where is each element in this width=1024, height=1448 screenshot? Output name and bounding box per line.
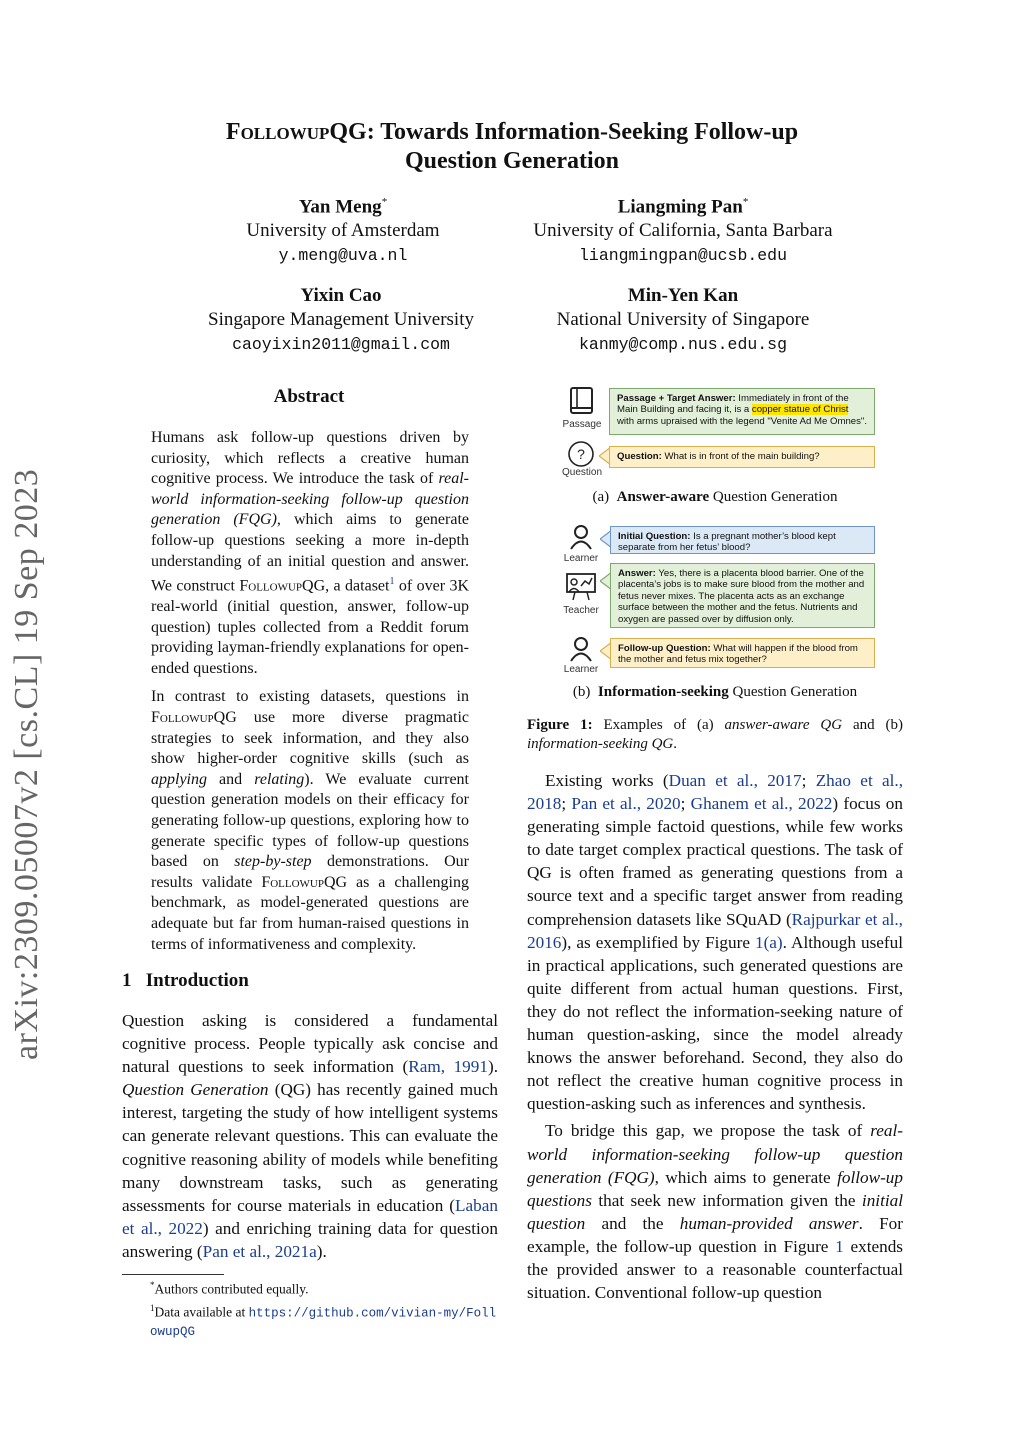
learner-icon: [568, 524, 594, 550]
paper-title: FollowupQG: Towards Information-Seeking Follow-up Question Generation: [225, 119, 799, 174]
passage-answer-box: Passage + Target Answer: Immediately in front of the Main Building and facing it, is a copper statue of Christ with arms upraised with the legend "Venite Ad Me Omnes".: [609, 388, 875, 435]
abstract-paragraph: In contrast to existing datasets, questions in FollowupQG use more diverse pragmatic strategies to seek information, and they also show higher-order cognitive skills (such as applying and relating). We evaluate current question generation models on their efficacy for generating follow-up questions, exploring how to generate specific types of follow-up questions based on step-by-step demonstrations. Our results validate FollowupQG as a challenging benchmark, as model-generated questions are adequate but far from human-raised questions in terms of informativeness and complexity.: [151, 688, 469, 953]
figure-ref-link[interactable]: 1(a): [754, 932, 783, 952]
question-box: Question: What is in front of the main building?: [609, 446, 875, 468]
figure-ref-link[interactable]: 1: [835, 1236, 844, 1256]
abstract-body: [151, 428, 469, 963]
title-dataset-name: FollowupQG: [225, 119, 367, 145]
author-email[interactable]: kanmy@comp.nus.edu.sg: [579, 335, 787, 354]
intro-paragraph: Question asking is considered a fundamental cognitive process. People typically ask concise and natural questions to seek information (Ram, 1991). Question Generation (QG) has recently gained much interest, targeting the study of how intelligent systems can generate relevant questions. This can evaluate the cognitive reasoning ability of models while benefiting many downstream tasks, such as generating assessments for course materials in education (Laban et al., 2022) and enriching training data for question answering (Pan et al., 2021a).: [122, 1011, 498, 1261]
right-column-body: [527, 769, 903, 1304]
highlighted-answer: copper statue of Christ: [751, 404, 849, 416]
svg-text:?: ?: [577, 446, 585, 462]
citation-link[interactable]: Duan et al., 2017: [668, 771, 802, 790]
body-paragraph: Existing works (Duan et al., 2017; Zhao et al., 2018; Pan et al., 2020; Ghanem et al., 2022) focus on generating simple factoid questions, while few works to date target complex practical questions. The task of QG is often framed as generating questions from a source text and a specific target answer from reading comprehension datasets like SQuAD (Rajpurkar et al., 2016), as exemplified by Figure 1(a). Although useful in practical applications, such generated questions are quite different from actual human questions. First, they do not reflect the information-seeking nature of human question-asking, since the model already knows the answer beforehand. Second, they also do not reflect the creative human cognitive process in question-asking such as inferences and synthesis.: [527, 771, 904, 1114]
question-mark-icon: [567, 440, 595, 468]
abstract-paragraph: Humans ask follow-up questions driven by curiosity, which reflects a creative human cognitive process. We introduce the task of real-world information-seeking follow-up question generation (FQG), which aims to generate follow-up questions seeking a more in-depth understanding of an initial question and answer. We construct FollowupQG, a dataset$^1$ of over 3K real-world (initial question, answer, follow-up question) tuples collected from a Reddit forum providing layman-friendly explanations for open-ended questions.: [151, 429, 470, 677]
citation-link[interactable]: Pan et al., 2020: [571, 794, 681, 814]
teacher-label: Teacher: [563, 605, 599, 616]
teacher-icon: [565, 572, 597, 602]
author-email[interactable]: liangmingpan@ucsb.edu: [579, 246, 787, 266]
citation-link[interactable]: Laban et al., 2022: [122, 1195, 498, 1238]
arxiv-identifier: arXiv:2309.05007v2 [cs.CL] 19 Sep 2023: [8, 468, 45, 1060]
answer-box: Answer: Yes, there is a placenta blood barrier. One of the placenta’s jobs is to make sure blood from the mother and fetus never mixes. The placenta acts as an exchange surface between the mother and the fetus. Nutrients and oxygen are passed over by diffusion only.: [610, 563, 875, 628]
abstract-heading: Abstract: [273, 386, 345, 407]
subcaption-a: (a) Answer-aware Question Generation: [592, 489, 838, 505]
footnote-1: $^1$Data available at https://github.com/vivian-my/FollowupQG: [150, 1302, 497, 1339]
citation-link[interactable]: Zhao et al., 2018: [527, 771, 904, 814]
initial-question-box: Initial Question: Is a pregnant mother’s blood kept separate from her fetus’ blood?: [610, 526, 875, 554]
learner-label: Learner: [563, 553, 599, 564]
footnotes: [122, 1276, 498, 1341]
citation-link[interactable]: Ghanem et al., 2022: [690, 794, 833, 814]
book-icon: [568, 386, 596, 416]
author-block: Yixin Cao Singapore Management University caoyixin2011@gmail.com: [208, 285, 474, 354]
citation-link[interactable]: Ram, 1991: [408, 1057, 488, 1077]
author-block: Liangming Pan* University of California, Santa Barbara liangmingpan@ucsb.edu: [533, 196, 833, 266]
citation-link[interactable]: Pan et al., 2021a: [202, 1241, 317, 1261]
footnote-rule: [122, 1274, 224, 1275]
author-block: Min-Yen Kan National University of Singapore kanmy@comp.nus.edu.sg: [556, 285, 810, 354]
footnote-star: *Authors contributed equally.: [150, 1280, 309, 1297]
footnote-url[interactable]: https://github.com/vivian-my/FollowupQG: [150, 1306, 497, 1339]
footnote-ref[interactable]: 1: [389, 576, 395, 588]
body-paragraph: To bridge this gap, we propose the task of real-world information-seeking follow-up question generation (FQG), which aims to generate follow-up questions that seek new information given the initial question and the human-provided answer. For example, the follow-up question in Figure 1 extends the provided answer to a reasonable counterfactual situation. Conventional follow-up question: [527, 1121, 903, 1303]
author-email[interactable]: y.meng@uva.nl: [278, 246, 408, 266]
learner-icon: [568, 636, 594, 662]
section-heading: 1 Introduction: [122, 970, 249, 991]
passage-label: Passage: [562, 419, 602, 430]
learner-label: Learner: [563, 664, 599, 675]
intro-body: [122, 1009, 498, 1263]
question-label: Question: [561, 467, 603, 478]
subcaption-b: (b) Information-seeking Question Generation: [572, 684, 858, 700]
author-block: Yan Meng* University of Amsterdam y.meng@uva.nl: [246, 196, 440, 266]
figure-caption: Figure 1: Examples of (a) answer-aware QG and (b) information-seeking QG.: [527, 717, 904, 752]
citation-link[interactable]: Rajpurkar et al., 2016: [527, 909, 903, 952]
followup-question-box: Follow-up Question: What will happen if the blood from the mother and fetus mix together?: [610, 638, 875, 668]
author-email[interactable]: caoyixin2011@gmail.com: [232, 335, 450, 354]
